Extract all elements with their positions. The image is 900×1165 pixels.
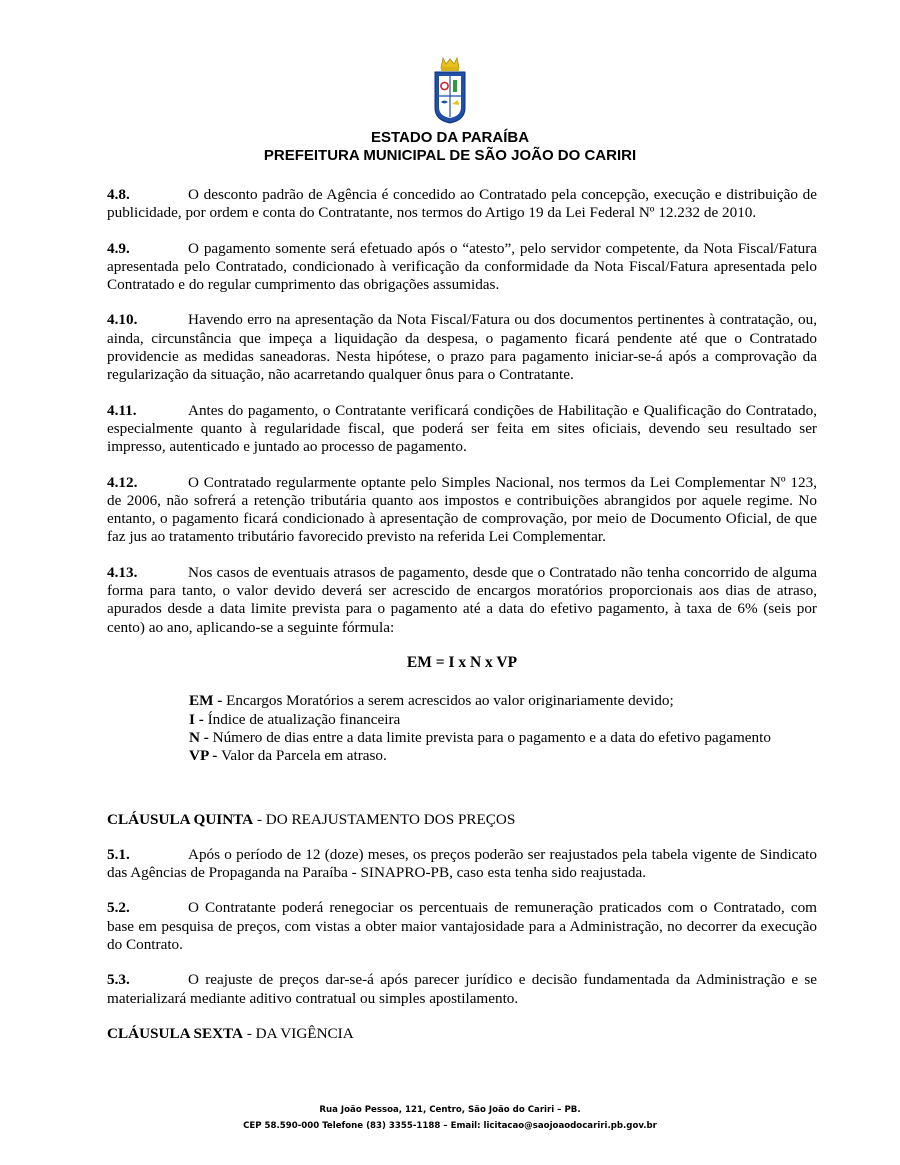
section-text: Havendo erro na apresentação da Nota Fiscal/Fatura ou dos documentos pertinentes à contratação, ou, ainda, circunstância que impeça a liquidação da despesa, o pagamento ficará pendente até que o Contratado providencie as medidas saneadoras. Nesta hipótese, o prazo para pagamento iniciar-se-á após a comprovação da regularização da situação, não acarretando qualquer ônus para o Contratante. bbox=[107, 311, 817, 384]
formula: EM = I x N x VP bbox=[406, 653, 518, 671]
legend-separator: - bbox=[208, 747, 222, 765]
section-number: 5.2. bbox=[107, 899, 130, 917]
clause-heading-fifth bbox=[107, 811, 817, 829]
document-body bbox=[107, 186, 817, 1059]
legend-separator: - bbox=[194, 710, 208, 728]
section-text: O desconto padrão de Agência é concedido ao Contratado pela concepção, execução e distribuição de publicidade, por ordem e conta do Contratante, nos termos do Artigo 19 da Lei Federal Nº 12.232 de 2010. bbox=[107, 186, 817, 222]
section-number: 4.13. bbox=[107, 563, 138, 581]
section-paragraph bbox=[107, 846, 817, 883]
legend-item bbox=[189, 692, 817, 710]
section-text: Nos casos de eventuais atrasos de pagamento, desde que o Contratado não tenha concorrido de alguma forma para tanto, o valor devido deverá ser acrescido de encargos moratórios proporcionais aos dias de atraso, apurados desde a data limite prevista para o pagamento até a data do efetivo pagamento, à taxa de 6% (seis por cento) ao ano, aplicando-se a seguinte fórmula: bbox=[107, 563, 817, 636]
legend-term: N bbox=[189, 728, 200, 746]
section-number: 5.3. bbox=[107, 971, 130, 989]
legend-separator: - bbox=[213, 692, 227, 710]
section-number: 4.12. bbox=[107, 473, 138, 491]
section-paragraph bbox=[107, 186, 817, 223]
header-municipality-name: PREFEITURA MUNICIPAL DE SÃO JOÃO DO CARIRI bbox=[263, 147, 637, 164]
legend-term: VP bbox=[189, 747, 209, 765]
section-number: 4.10. bbox=[107, 311, 138, 329]
legend-description: Encargos Moratórios a serem acrescidos ao valor originariamente devido; bbox=[226, 692, 674, 710]
clause-title: CLÁUSULA QUINTA bbox=[107, 811, 254, 829]
legend-term: EM bbox=[189, 692, 214, 710]
section-number: 4.11. bbox=[107, 401, 137, 419]
legend-term: I bbox=[189, 710, 195, 728]
legend-item bbox=[189, 747, 817, 765]
section-paragraph bbox=[107, 971, 817, 1008]
legend-separator: - bbox=[199, 728, 213, 746]
formula-legend bbox=[189, 692, 817, 765]
section-text: O Contratante poderá renegociar os percentuais de remuneração praticados com o Contratado, com base em pesquisa de preços, com vistas a obter maior vantajosidade para a Administração, no decorrer da execução do Contrato. bbox=[107, 899, 817, 953]
section-number: 4.9. bbox=[107, 239, 130, 257]
legend-description: Valor da Parcela em atraso. bbox=[221, 747, 387, 765]
section-text: O reajuste de preços dar-se-á após parecer jurídico e decisão fundamentada da Administração e se materializará mediante aditivo contratual ou simples apostilamento. bbox=[107, 971, 817, 1007]
section-paragraph bbox=[107, 899, 817, 954]
clause-subtitle: - DA VIGÊNCIA bbox=[243, 1024, 354, 1042]
section-paragraph bbox=[107, 311, 817, 384]
section-paragraph bbox=[107, 474, 817, 547]
section-paragraph bbox=[107, 564, 817, 637]
footer-address: Rua João Pessoa, 121, Centro, São João do Cariri – PB. bbox=[319, 1105, 581, 1115]
footer-contact: CEP 58.590-000 Telefone (83) 3355-1188 – Email: licitacao@saojoaodocariri.pb.gov.br bbox=[243, 1121, 657, 1131]
legend-item bbox=[189, 711, 817, 729]
section-number: 4.8. bbox=[107, 186, 130, 203]
section-text: Após o período de 12 (doze) meses, os preços poderão ser reajustados pela tabela vigente de Sindicato das Agências de Propaganda na Paraíba - SINAPRO-PB, caso esta tenha sido reajustada. bbox=[107, 845, 817, 882]
section-text: Antes do pagamento, o Contratante verificará condições de Habilitação e Qualificação do Contratado, especialmente quanto à regularidade fiscal, que poderá ser feita em sites oficiais, devendo seu resultado ser impresso, autenticado e juntado ao processo de pagamento. bbox=[107, 401, 817, 456]
section-text: O pagamento somente será efetuado após o “atesto”, pelo servidor competente, da Nota Fiscal/Fatura apresentada pelo Contratado, condicionado à verificação da conformidade da Nota Fiscal/Fatura apresentada pelo Contratado e do regular cumprimento das obrigações assumidas. bbox=[107, 239, 817, 294]
section-paragraph bbox=[107, 240, 817, 295]
clause-subtitle: - DO REAJUSTAMENTO DOS PREÇOS bbox=[253, 811, 516, 829]
section-number: 5.1. bbox=[107, 845, 130, 863]
clause-title: CLÁUSULA SEXTA bbox=[107, 1024, 244, 1042]
section-paragraph bbox=[107, 402, 817, 457]
coat-of-arms-icon bbox=[432, 56, 468, 124]
legend-item bbox=[189, 729, 817, 747]
clause-heading-sixth bbox=[107, 1025, 817, 1043]
header-state-name: ESTADO DA PARAÍBA bbox=[370, 129, 530, 146]
section-text: O Contratado regularmente optante pelo Simples Nacional, nos termos da Lei Complementar Nº 123, de 2006, não sofrerá a retenção tributária quanto aos impostos e contribuições abrangidos por aquele regime. No entanto, o pagamento ficará condicionado à apresentação de comprovação, por meio de Documento Oficial, de que faz jus ao tratamento tributário favorecido previsto na referida Lei Complementar. bbox=[107, 473, 817, 546]
legend-description: Número de dias entre a data limite prevista para o pagamento e a data do efetivo pagamento bbox=[212, 728, 771, 746]
legend-description: Índice de atualização financeira bbox=[207, 710, 401, 728]
